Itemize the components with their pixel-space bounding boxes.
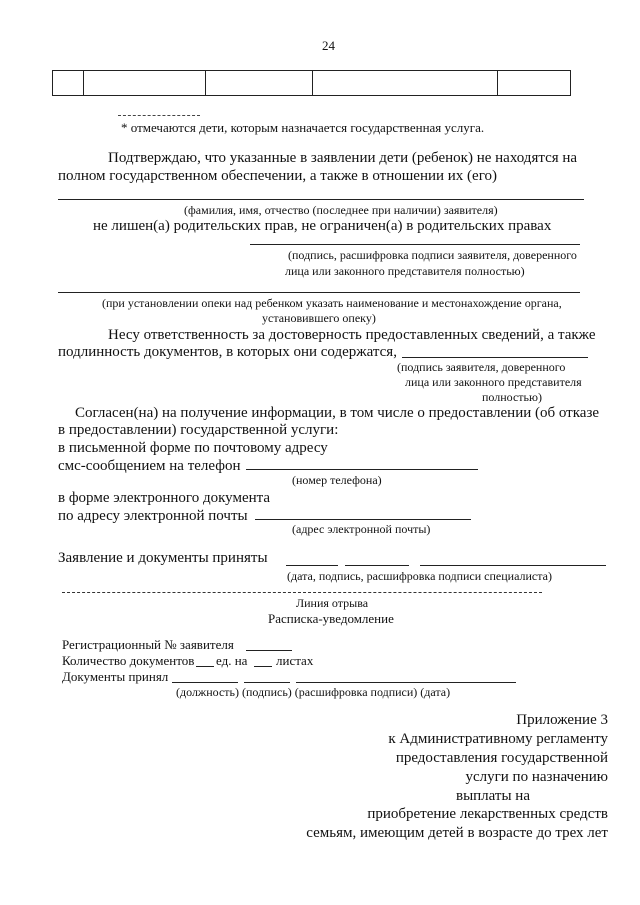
table-cell-divider — [83, 71, 84, 95]
caption-guardian-b: установившего опеку) — [262, 311, 376, 325]
confirm-line-2: полном государственном обеспечении, а также в отношении их (его) — [58, 168, 497, 184]
footnote-separator — [118, 115, 200, 116]
caption-accepted: (дата, подпись, расшифровка подписи специалиста) — [287, 569, 552, 583]
consent-email: по адресу электронной почты — [58, 508, 248, 524]
appendix-line-6: приобретение лекарственных средств — [367, 806, 608, 822]
appendix-line-5: выплаты на — [455, 788, 530, 804]
page-number: 24 — [322, 38, 335, 53]
consent-sms: смс-сообщением на телефон — [58, 458, 241, 474]
signature-line-1 — [250, 244, 580, 245]
sheets-line — [254, 666, 272, 667]
confirm-line-1: Подтверждаю, что указанные в заявлении дети (ребенок) не находятся на — [108, 150, 578, 166]
table-cell-divider — [312, 71, 313, 95]
consent-by-post: в письменной форме по почтовому адресу — [58, 440, 328, 456]
caption-sign-1a: (подпись, расшифровка подписи заявителя, доверенного — [288, 248, 577, 262]
receipt-doc-count-a: Количество документов — [62, 653, 195, 668]
accepted-date-line — [286, 565, 338, 566]
caption-email: (адрес электронной почты) — [292, 522, 431, 536]
caption-sign-1b: лица или законного представителя полностью) — [285, 264, 525, 278]
received-sign-line — [244, 682, 290, 683]
appendix-line-1: Приложение 3 — [516, 712, 608, 728]
caption-phone: (номер телефона) — [292, 473, 382, 487]
receipt-title: Расписка-уведомление — [268, 611, 394, 626]
table-row — [52, 70, 571, 96]
receipt-doc-count-c: листах — [276, 653, 314, 668]
accepted-name-line — [420, 565, 606, 566]
caption-resp-c: полностью) — [482, 390, 542, 404]
consent-electronic: в форме электронного документа — [58, 490, 271, 506]
caption-received: (должность) (подпись) (расшифровка подписи) (дата) — [176, 685, 451, 699]
consent-line-2: в предоставлении) государственной услуги: — [58, 422, 339, 438]
receipt-received-by: Документы принял — [62, 669, 169, 684]
appendix-line-3: предоставления государственной — [395, 750, 608, 766]
footnote: * отмечаются дети, которым назначается государственная услуга. — [121, 120, 485, 135]
tear-line-label: Линия отрыва — [296, 596, 369, 610]
receipt-reg-number: Регистрационный № заявителя — [62, 637, 234, 652]
not-deprived-text: не лишен(а) родительских прав, не ограничен(а) в родительских правах — [93, 218, 552, 234]
appendix-line-2: к Административному регламенту — [388, 731, 608, 747]
reg-number-line — [246, 650, 292, 651]
consent-line-1: Согласен(на) на получение информации, в том числе о предоставлении (об отказе — [75, 405, 600, 421]
table-cell-divider — [497, 71, 498, 95]
caption-resp-b: лица или законного представителя — [405, 375, 582, 389]
responsibility-line-2: подлинность документов, в которых они содержатся, — [58, 344, 397, 360]
accepted-label: Заявление и документы приняты — [58, 550, 268, 566]
email-line — [255, 519, 471, 520]
doc-count-line — [196, 666, 214, 667]
received-position-line — [172, 682, 238, 683]
guardian-line — [58, 292, 580, 293]
appendix-line-7: семьям, имеющим детей в возрасте до трех лет — [306, 825, 608, 841]
caption-resp-a: (подпись заявителя, доверенного — [397, 360, 566, 374]
accepted-sign-line — [345, 565, 409, 566]
phone-line — [246, 469, 478, 470]
responsibility-line-1: Несу ответственность за достоверность предоставленных сведений, а также — [108, 327, 596, 343]
tear-line — [62, 592, 542, 593]
appendix-line-4: услуги по назначению — [465, 769, 608, 785]
received-name-line — [296, 682, 516, 683]
receipt-doc-count-b: ед. на — [216, 653, 248, 668]
caption-fio: (фамилия, имя, отчество (последнее при наличии) заявителя) — [184, 203, 498, 217]
signature-line-2 — [402, 357, 588, 358]
fio-line — [58, 199, 584, 200]
table-cell-divider — [205, 71, 206, 95]
caption-guardian-a: (при установлении опеки над ребенком указать наименование и местонахождение органа, — [102, 296, 562, 310]
